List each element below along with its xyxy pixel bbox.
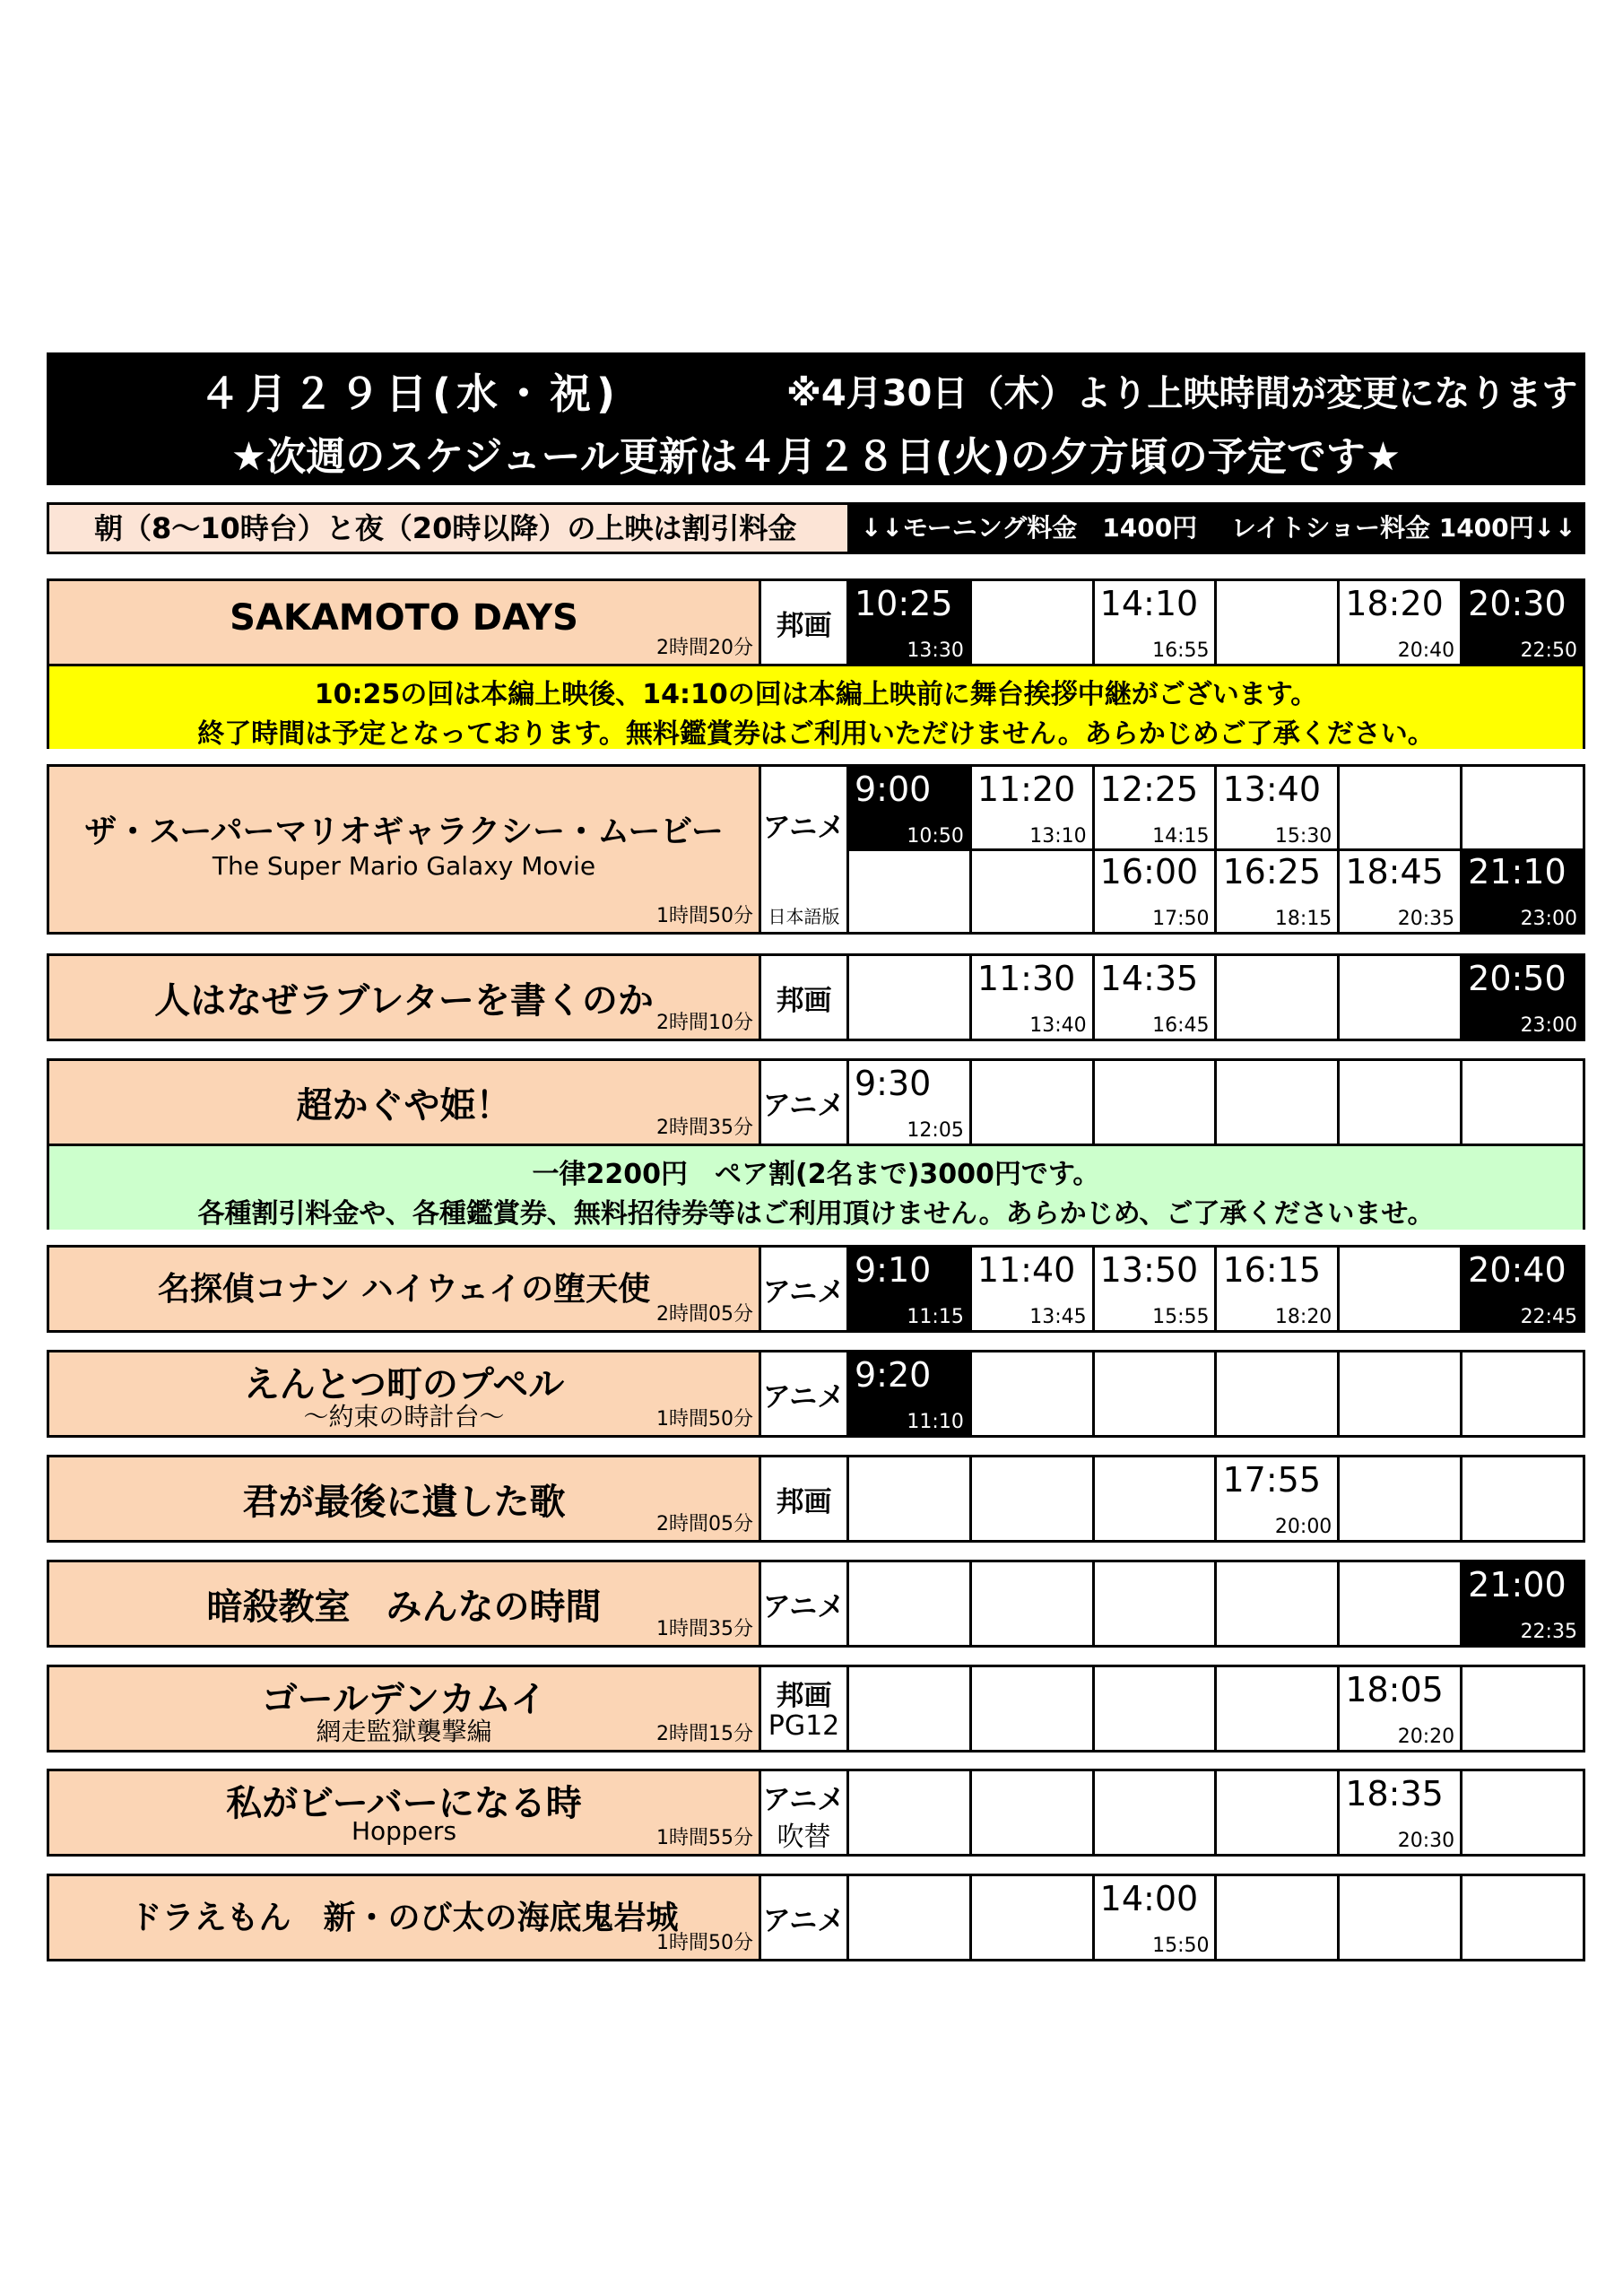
end-time: 13:10 [1029,825,1087,848]
movie-title: 名探偵コナン ハイウェイの堕天使 [157,1271,651,1308]
movie-block [47,1455,1585,1543]
movie-title-cell [49,767,761,932]
showtime-slot[interactable] [1340,1771,1462,1854]
empty-slot [1217,1667,1340,1750]
start-time: 21:00 [1468,1565,1567,1605]
showtime-slot[interactable] [1340,849,1462,932]
movie-duration: 2時間05分 [656,1513,753,1535]
movie-row [49,1352,1583,1435]
movie-block [47,1350,1585,1438]
empty-slot [972,1457,1095,1540]
end-time: 23:00 [1520,1014,1577,1037]
movie-genre-cell [761,1248,849,1330]
movie-duration: 1時間50分 [656,1932,753,1954]
empty-slot [1217,1061,1340,1144]
movie-block [47,1245,1585,1333]
start-time: 20:30 [1468,584,1567,623]
movie-row [49,1771,1583,1854]
start-time: 13:40 [1222,770,1321,809]
start-time: 17:55 [1222,1460,1321,1500]
movie-row [49,1667,1583,1750]
movie-title: ザ・スーパーマリオギャラクシー・ムービー [84,813,724,850]
movie-version: 吹替 [777,1822,831,1853]
movie-genre-cell [761,1457,849,1540]
movie-title-cell [49,1457,761,1540]
empty-slot [1340,1562,1462,1645]
showtime-row [849,1876,1583,1959]
empty-slot [972,1667,1095,1750]
movie-subtitle: ～約束の時計台～ [303,1402,505,1431]
empty-slot [1095,1352,1218,1435]
showtime-row [849,849,1583,932]
movie-duration: 1時間50分 [656,905,753,927]
showtime-slot[interactable] [972,956,1095,1039]
start-time: 18:05 [1345,1670,1444,1709]
empty-slot [1462,1352,1583,1435]
movie-duration: 1時間55分 [656,1827,753,1849]
showtime-row [849,1248,1583,1330]
showtime-slot[interactable] [1462,956,1583,1039]
movie-row [49,1061,1583,1144]
movie-title-cell [49,1248,761,1330]
movie-title: 暗殺教室 みんなの時間 [206,1587,602,1628]
movie-subtitle: 網走監獄襲撃編 [316,1717,492,1746]
movie-row [49,1457,1583,1540]
showtime-row [849,1457,1583,1540]
end-time: 13:45 [1029,1306,1087,1328]
movie-genre: 邦画 [776,985,832,1017]
empty-slot [849,1771,972,1854]
end-time: 22:45 [1520,1306,1577,1328]
end-time: 17:50 [1152,908,1210,930]
empty-slot [972,1061,1095,1144]
empty-slot [1340,1248,1462,1330]
movie-genre: アニメ [762,1784,846,1816]
showtime-slot[interactable] [1462,849,1583,932]
movie-genre-cell [761,1352,849,1435]
showtime-row [849,1352,1583,1435]
empty-slot [1462,1667,1583,1750]
empty-slot [972,1562,1095,1645]
start-time: 18:20 [1345,584,1444,623]
empty-slot [1462,1457,1583,1540]
empty-slot [1095,1771,1218,1854]
start-time: 20:40 [1468,1250,1567,1290]
showtime-slot[interactable] [972,1248,1095,1330]
end-time: 13:40 [1029,1014,1087,1037]
end-time: 15:30 [1274,825,1332,848]
showtime-slot[interactable] [849,1061,972,1144]
end-time: 16:45 [1152,1014,1210,1037]
next-update-notice: ★次週のスケジュール更新は４月２８日(火)の夕方頃の予定です★ [230,434,1402,480]
movie-row [49,1562,1583,1645]
movie-block [47,953,1585,1041]
empty-slot [1217,581,1340,664]
movie-title-cell [49,1061,761,1144]
note-line: 10:25の回は本編上映後、14:10の回は本編上映前に舞台挨拶中継がございます。 [314,679,1318,710]
empty-slot [849,1562,972,1645]
movie-duration: 2時間35分 [656,1117,753,1139]
movie-genre: 邦画 [776,1680,832,1712]
showtime-slot[interactable] [1217,767,1340,849]
start-time: 11:30 [976,959,1076,998]
empty-slot [1462,767,1583,849]
showtime-slot[interactable] [1095,767,1218,849]
movie-genre-cell [761,1667,849,1750]
movie-title-cell [49,1352,761,1435]
start-time: 11:20 [976,770,1076,809]
end-time: 15:55 [1152,1306,1210,1328]
movie-title-cell [49,1771,761,1854]
movie-duration: 1時間35分 [656,1618,753,1640]
movie-row [49,956,1583,1039]
showtime-slot[interactable] [849,1248,972,1330]
movie-block [47,1665,1585,1752]
movie-genre: アニメ [762,1905,846,1937]
showtime-slot[interactable] [1462,1248,1583,1330]
movie-block [47,764,1585,935]
end-time: 15:50 [1152,1935,1210,1957]
start-time: 12:25 [1099,770,1199,809]
movie-title: えんとつ町のプペル [243,1364,565,1405]
showtime-slot[interactable] [1217,1248,1340,1330]
empty-slot [1462,1876,1583,1959]
movie-genre: アニメ [762,1381,846,1413]
movie-duration: 2時間10分 [656,1012,753,1034]
end-time: 10:50 [907,825,964,848]
empty-slot [1340,956,1462,1039]
empty-slot [849,956,972,1039]
showtime-row [849,1667,1583,1750]
movie-genre-cell [761,1562,849,1645]
movie-block [47,1874,1585,1961]
movie-subtitle: Hoppers [351,1816,457,1846]
movie-title: 私がビーバーになる時 [226,1783,582,1824]
movie-title: 超かぐや姫！ [296,1085,512,1126]
showtime-row [849,1771,1583,1854]
start-time: 11:40 [976,1250,1076,1290]
movie-title-cell [49,1876,761,1959]
start-time: 16:00 [1099,852,1199,891]
movie-duration: 2時間05分 [656,1303,753,1326]
movie-version: PG12 [768,1710,840,1742]
movie-block [47,1769,1585,1857]
showtime-slot[interactable] [1095,1248,1218,1330]
showtime-slot[interactable] [1095,1876,1218,1959]
empty-slot [1340,1876,1462,1959]
start-time: 14:00 [1099,1879,1199,1918]
end-time: 20:35 [1397,908,1455,930]
start-time: 16:15 [1222,1250,1321,1290]
start-time: 21:10 [1468,852,1567,891]
start-time: 9:10 [855,1250,932,1290]
empty-slot [849,849,972,932]
movie-title: ドラえもん 新・のび太の海底鬼岩城 [129,1900,679,1936]
empty-slot [1340,1457,1462,1540]
movie-row [49,767,1583,932]
showtime-slot[interactable] [972,767,1095,849]
end-time: 20:40 [1397,639,1455,662]
movie-title: 人はなぜラブレターを書くのか [154,980,654,1022]
movie-genre: アニメ [762,1276,846,1309]
end-time: 11:15 [907,1306,964,1328]
schedule-date: ４月２９日(水・祝) [199,370,621,418]
schedule-header [47,352,1585,485]
empty-slot [1217,1562,1340,1645]
start-time: 16:25 [1222,852,1321,891]
end-time: 18:15 [1274,908,1332,930]
movie-genre-cell [761,1061,849,1144]
showtime-slot[interactable] [849,767,972,849]
movie-note [49,664,1583,749]
movie-title-cell [49,1667,761,1750]
start-time: 10:25 [855,584,953,623]
movie-genre: アニメ [762,1090,846,1122]
end-time: 11:10 [907,1411,964,1433]
end-time: 20:20 [1397,1726,1455,1748]
note-line: 一律2200円 ペア割(2名まで)3000円です。 [532,1159,1100,1190]
empty-slot [972,849,1095,932]
movie-row [49,581,1583,664]
showtime-slot[interactable] [849,1352,972,1435]
empty-slot [1095,1667,1218,1750]
note-line: 終了時間は予定となっております。無料鑑賞券はご利用いただけません。あらかじめご了承ください。 [197,718,1435,750]
discount-prices: ↓↓モーニング料金 1400円 レイトショー料金 1400円↓↓ [850,505,1583,552]
start-time: 18:45 [1345,852,1444,891]
empty-slot [1462,1061,1583,1144]
movie-version: 日本語版 [768,906,840,927]
movie-title-cell [49,956,761,1039]
movie-subtitle: The Super Mario Galaxy Movie [212,851,596,881]
empty-slot [1217,1876,1340,1959]
schedule-change-notice: ※4月30日（木）より上映時間が変更になります [786,373,1578,414]
movie-title-cell [49,1562,761,1645]
end-time: 13:30 [907,639,964,662]
start-time: 9:00 [855,770,932,809]
showtime-row [849,1562,1583,1645]
end-time: 20:30 [1397,1830,1455,1852]
movie-title: ゴールデンカムイ [261,1679,547,1720]
start-time: 14:10 [1099,584,1199,623]
empty-slot [849,1667,972,1750]
movie-genre: アニメ [762,812,846,844]
movie-genre: アニメ [762,1591,846,1623]
empty-slot [1340,1061,1462,1144]
movie-duration: 1時間50分 [656,1408,753,1431]
start-time: 9:20 [855,1355,932,1395]
movie-genre-cell [761,767,849,932]
start-time: 9:30 [855,1064,932,1103]
movie-title-cell [49,581,761,664]
movie-duration: 2時間20分 [656,637,753,659]
end-time: 12:05 [907,1119,964,1142]
end-time: 20:00 [1274,1516,1332,1538]
empty-slot [972,1352,1095,1435]
start-time: 14:35 [1099,959,1199,998]
discount-banner [47,502,1585,554]
movie-genre-cell [761,581,849,664]
empty-slot [1462,1771,1583,1854]
showtime-slot[interactable] [1217,1457,1340,1540]
movie-genre-cell [761,1771,849,1854]
movie-row [49,1248,1583,1330]
end-time: 16:55 [1152,639,1210,662]
start-time: 18:35 [1345,1774,1444,1813]
movie-note [49,1144,1583,1230]
discount-info: 朝（8～10時台）と夜（20時以降）の上映は割引料金 [49,505,850,552]
start-time: 13:50 [1099,1250,1199,1290]
empty-slot [972,1771,1095,1854]
empty-slot [1095,1562,1218,1645]
movie-title: 君が最後に遺した歌 [242,1482,566,1523]
showtime-row [849,956,1583,1039]
movie-genre-cell [761,956,849,1039]
movie-title: SAKAMOTO DAYS [230,597,578,639]
end-time: 23:00 [1520,908,1577,930]
end-time: 22:50 [1520,639,1577,662]
end-time: 14:15 [1152,825,1210,848]
showtime-row [849,767,1583,849]
end-time: 18:20 [1274,1306,1332,1328]
showtime-row [849,581,1583,664]
empty-slot [1340,767,1462,849]
movie-genre: 邦画 [776,1486,832,1518]
movie-block [47,578,1585,749]
empty-slot [1217,1771,1340,1854]
showtime-slot[interactable] [1095,849,1218,932]
showtime-slot[interactable] [1095,581,1218,664]
showtime-slot[interactable] [1462,581,1583,664]
movie-row [49,1876,1583,1959]
empty-slot [1340,1352,1462,1435]
showtime-slot[interactable] [1217,849,1340,932]
showtime-slot[interactable] [849,581,972,664]
empty-slot [972,581,1095,664]
note-line: 各種割引料金や、各種鑑賞券、無料招待券等はご利用頂けません。あらかじめ、ご了承くださいませ。 [197,1198,1435,1230]
movie-block [47,1058,1585,1230]
row-divider [849,848,1583,851]
empty-slot [1095,1457,1218,1540]
movie-genre: 邦画 [776,610,832,642]
empty-slot [849,1876,972,1959]
end-time: 22:35 [1520,1621,1577,1643]
movie-genre-cell [761,1876,849,1959]
start-time: 20:50 [1468,959,1567,998]
showtime-slot[interactable] [1340,581,1462,664]
movie-duration: 2時間15分 [656,1723,753,1745]
empty-slot [1217,1352,1340,1435]
showtime-slot[interactable] [1340,1667,1462,1750]
empty-slot [1095,1061,1218,1144]
showtime-slot[interactable] [1095,956,1218,1039]
showtime-row [849,1061,1583,1144]
empty-slot [1217,956,1340,1039]
empty-slot [849,1457,972,1540]
movie-block [47,1560,1585,1648]
empty-slot [972,1876,1095,1959]
showtime-slot[interactable] [1462,1562,1583,1645]
